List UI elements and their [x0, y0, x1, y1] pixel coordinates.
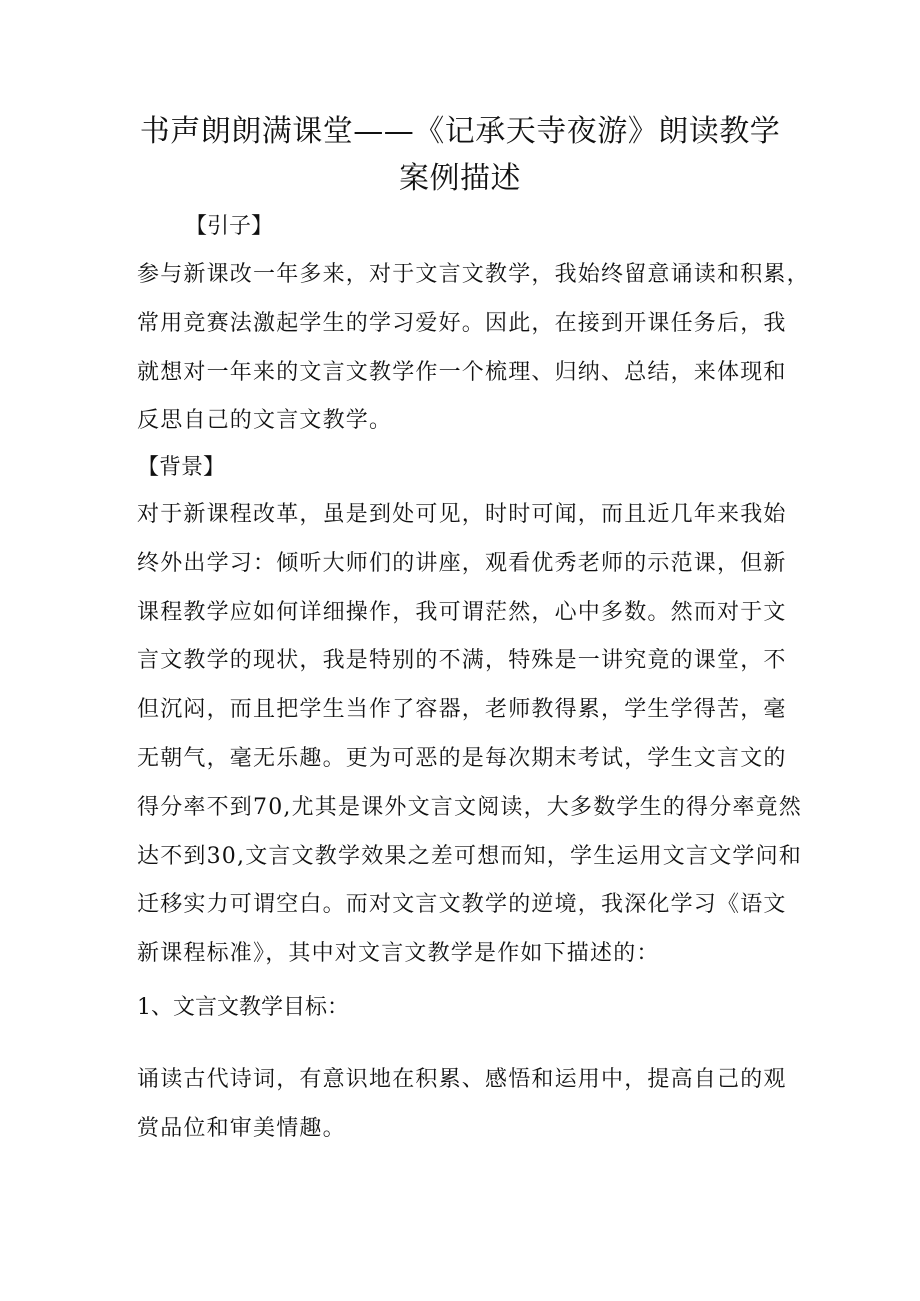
background-heading: 【背景】 [137, 455, 226, 480]
paragraph-line: 赏品位和审美情趣。 [137, 1115, 346, 1141]
paragraph-line: 言文教学的现状，我是特别的不满，特殊是一讲究竟的课堂，不 [137, 648, 787, 674]
paragraph-line: 终外出学习：倾听大师们的讲座，观看优秀老师的示范课，但新 [137, 550, 787, 576]
paragraph-line: 课程教学应如何详细操作，我可谓茫然，心中多数。然而对于文 [137, 599, 787, 625]
paragraph-line: 对于新课程改革，虽是到处可见，时时可闻，而且近几年来我始 [137, 502, 787, 527]
document-title-line-1: 书声朗朗满课堂——《记承天寺夜游》朗读教学 [139, 114, 781, 149]
paragraph-line: 常用竞赛法激起学生的学习爱好。因此，在接到开课任务后，我 [137, 310, 787, 336]
paragraph-line: 参与新课改一年多来，对于文言文教学，我始终留意诵读和积累， [137, 262, 810, 287]
intro-paragraph [137, 259, 810, 454]
background-paragraph [137, 499, 802, 987]
paragraph-line: 无朝气，毫无乐趣。更为可恶的是每次期末考试，学生文言文的 [137, 745, 787, 771]
paragraph-line: 得分率不到70,尤其是课外文言文阅读，大多数学生的得分率竟然 [137, 794, 802, 820]
item-1-heading: 1、文言文教学目标： [137, 995, 349, 1020]
paragraph-line: 就想对一年来的文言文教学作一个梳理、归纳、总结，来体现和 [137, 359, 787, 385]
paragraph-line: 诵读古代诗词，有意识地在积累、感悟和运用中，提高自己的观 [137, 1067, 787, 1092]
paragraph-line: 新课程标准》，其中对文言文教学是作如下描述的： [137, 941, 660, 967]
document-title-line-2: 案例描述 [399, 161, 521, 196]
paragraph-line: 但沉闷，而且把学生当作了容器，老师教得累，学生学得苦，毫 [137, 697, 787, 723]
paragraph-line: 迁移实力可谓空白。而对文言文教学的逆境，我深化学习《语文 [137, 892, 787, 918]
goal-paragraph [137, 1064, 797, 1162]
paragraph-line: 达不到30,文言文教学效果之差可想而知，学生运用文言文学问和 [137, 843, 802, 869]
intro-heading: 【引子】 [185, 214, 274, 239]
paragraph-line: 反思自己的文言文教学。 [137, 408, 393, 434]
